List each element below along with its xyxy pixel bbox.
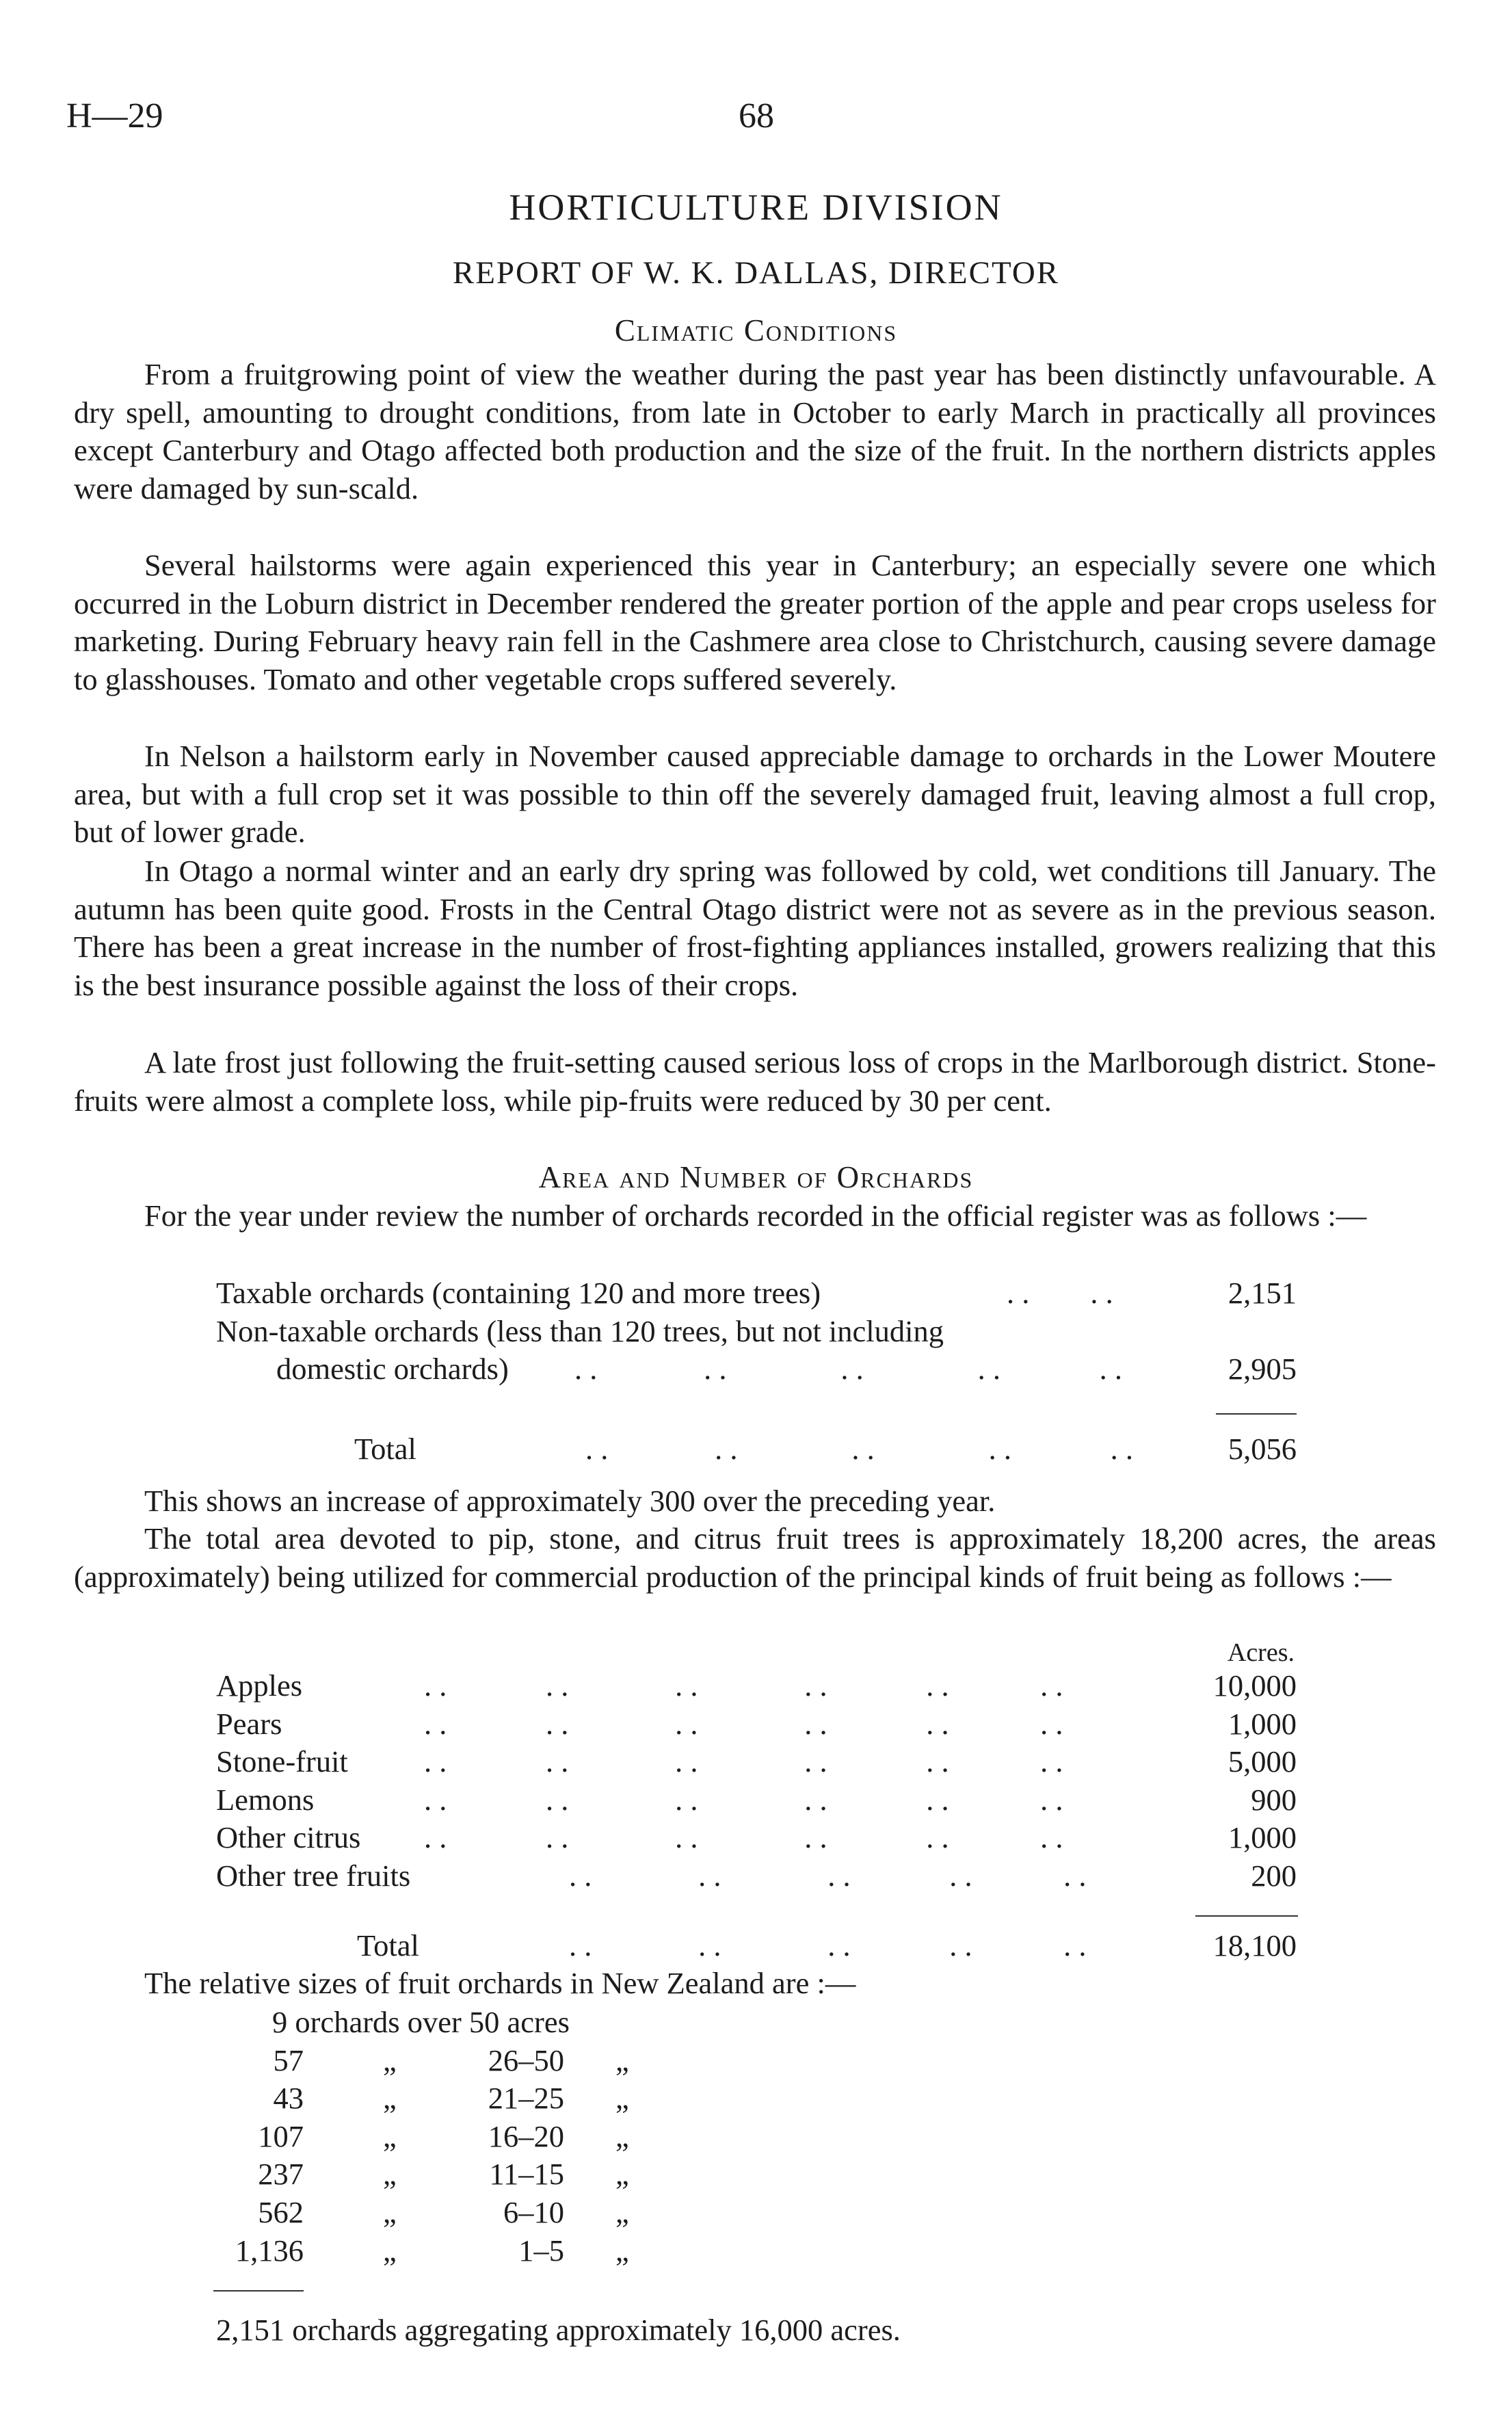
ditto-mark: „ <box>615 2157 629 2191</box>
sizes-total: 2,151 orchards aggregating approximately 16,000 acres. <box>216 2313 901 2347</box>
ditto-mark: „ <box>615 2195 629 2229</box>
climate-paragraph-5: A late frost just following the fruit-setting caused serious loss of crops in the Marlborough district. Stone-fruits were almost a complete loss, while pip-fruits were reduced by 30 per cent. <box>74 1045 1436 1118</box>
fruit-name: Other tree fruits <box>216 1859 411 1893</box>
leader-dots: . . . . . . . . . . . . <box>424 1744 1063 1778</box>
taxable-value: 2,151 <box>1228 1276 1297 1310</box>
leader-dots: . . . . . . . . . . . . <box>424 1783 1063 1817</box>
acres-total-label: Total <box>357 1928 419 1962</box>
fruit-acres: 1,000 <box>1228 1820 1297 1854</box>
ditto-mark: „ <box>383 2233 397 2268</box>
sum-rule <box>213 2290 304 2292</box>
register-total-label: Total <box>354 1432 416 1466</box>
size-count: 562 <box>258 2195 304 2229</box>
size-count: 43 <box>273 2081 304 2115</box>
ditto-mark: „ <box>615 2043 629 2077</box>
fruit-name: Lemons <box>216 1783 315 1817</box>
fruit-name: Stone-fruit <box>216 1744 348 1778</box>
fruit-name: Other citrus <box>216 1820 361 1854</box>
leader-dots: . . . . <box>1007 1276 1113 1310</box>
ditto-mark: „ <box>615 2233 629 2268</box>
nontaxable-value: 2,905 <box>1228 1352 1297 1386</box>
size-range: 11–15 <box>489 2157 564 2191</box>
fruit-acres: 1,000 <box>1228 1707 1297 1741</box>
ditto-mark: „ <box>383 2043 397 2077</box>
ditto-mark: „ <box>383 2157 397 2191</box>
climate-paragraph-3: In Nelson a hailstorm early in November caused appreciable damage to orchards in the Lower Moutere area, but with a full crop set it was possible to thin off the severely damaged fruit, leaving almost a full crop, but of lower grade. <box>74 739 1436 850</box>
climate-paragraph-2: Several hailstorms were again experienced this year in Canterbury; an especially severe one which occurred in the Loburn district in December rendered the greater portion of the apple and pear crops useless for marketing. During February heavy rain fell in the Cashmere area close to Christchurch, causing severe damage to glasshouses. Tomato and other vegetable crops suffered severely. <box>74 548 1436 697</box>
register-intro: For the year under review the number of orchards recorded in the official register was as follows :— <box>144 1198 1367 1233</box>
leader-dots: . . . . . . . . . . . . <box>424 1820 1063 1854</box>
leader-dots: . . . . . . . . . . <box>569 1928 1087 1962</box>
leader-dots: . . . . . . . . . . . . <box>424 1707 1063 1741</box>
fruit-name: Apples <box>216 1668 303 1703</box>
acres-column-header: Acres. <box>1227 1638 1295 1667</box>
leader-dots: . . . . . . . . . . . . <box>424 1668 1063 1703</box>
sizes-intro: The relative sizes of fruit orchards in New Zealand are :— <box>144 1966 856 2000</box>
size-count: 57 <box>273 2043 304 2077</box>
report-code: H—29 <box>66 96 163 135</box>
taxable-label: Taxable orchards (containing 120 and more trees) <box>216 1276 821 1310</box>
report-subtitle: REPORT OF W. K. DALLAS, DIRECTOR <box>452 255 1060 291</box>
climatic-conditions-heading: Climatic Conditions <box>614 313 898 347</box>
ditto-mark: „ <box>383 2195 397 2229</box>
sum-rule <box>1195 1915 1298 1917</box>
leader-dots: . . . . . . . . . . <box>569 1859 1087 1893</box>
register-total-value: 5,056 <box>1228 1432 1297 1466</box>
size-count: 237 <box>258 2157 304 2191</box>
size-range: 1–5 <box>518 2233 564 2268</box>
sizes-first-line: 9 orchards over 50 acres <box>272 2005 570 2039</box>
size-count: 107 <box>258 2119 304 2153</box>
size-range: 21–25 <box>488 2081 564 2115</box>
increase-statement: This shows an increase of approximately 300 over the preceding year. <box>144 1484 996 1518</box>
total-area-paragraph: The total area devoted to pip, stone, and citrus fruit trees is approximately 18,200 acres, the areas (approximately) being utilized for commercial production of the principal kinds of fruit being as follows :— <box>74 1521 1436 1594</box>
size-count: 1,136 <box>235 2233 304 2268</box>
ditto-mark: „ <box>383 2081 397 2115</box>
fruit-acres: 900 <box>1251 1783 1297 1817</box>
fruit-acres: 200 <box>1251 1859 1297 1893</box>
leader-dots: . . . . . . . . . . <box>585 1432 1133 1466</box>
climate-paragraph-1: From a fruitgrowing point of view the weather during the past year has been distinctly unfavourable. A dry spell, amounting to drought conditions, from late in October to early March in practically all provinces except Canterbury and Otago affected both production and the size of the fruit. In the northern districts apples were damaged by sun-scald. <box>74 357 1436 506</box>
ditto-mark: „ <box>383 2119 397 2153</box>
acres-total-value: 18,100 <box>1212 1928 1297 1962</box>
size-range: 16–20 <box>488 2119 564 2153</box>
sum-rule <box>1216 1413 1297 1415</box>
fruit-acres: 10,000 <box>1212 1668 1297 1703</box>
size-range: 6–10 <box>503 2195 564 2229</box>
nontaxable-label-line2: domestic orchards) <box>276 1352 509 1386</box>
fruit-acres: 5,000 <box>1228 1744 1297 1778</box>
fruit-name: Pears <box>216 1707 282 1741</box>
page-number: 68 <box>739 96 774 135</box>
nontaxable-label-line1: Non-taxable orchards (less than 120 trees, but not including <box>216 1314 944 1348</box>
area-orchards-heading: Area and Number of Orchards <box>538 1160 974 1194</box>
leader-dots: . . . . . . . . . . <box>574 1352 1122 1386</box>
climate-paragraph-4: In Otago a normal winter and an early dry spring was followed by cold, wet conditions till January. The autumn has been quite good. Frosts in the Central Otago district were not as severe as in the previous season. There has been a great increase in the number of frost-fighting appliances installed, growers realizing that this is the best insurance possible against the loss of their crops. <box>74 854 1436 1003</box>
ditto-mark: „ <box>615 2119 629 2153</box>
ditto-mark: „ <box>615 2081 629 2115</box>
size-range: 26–50 <box>488 2043 564 2077</box>
division-title: HORTICULTURE DIVISION <box>509 187 1003 228</box>
